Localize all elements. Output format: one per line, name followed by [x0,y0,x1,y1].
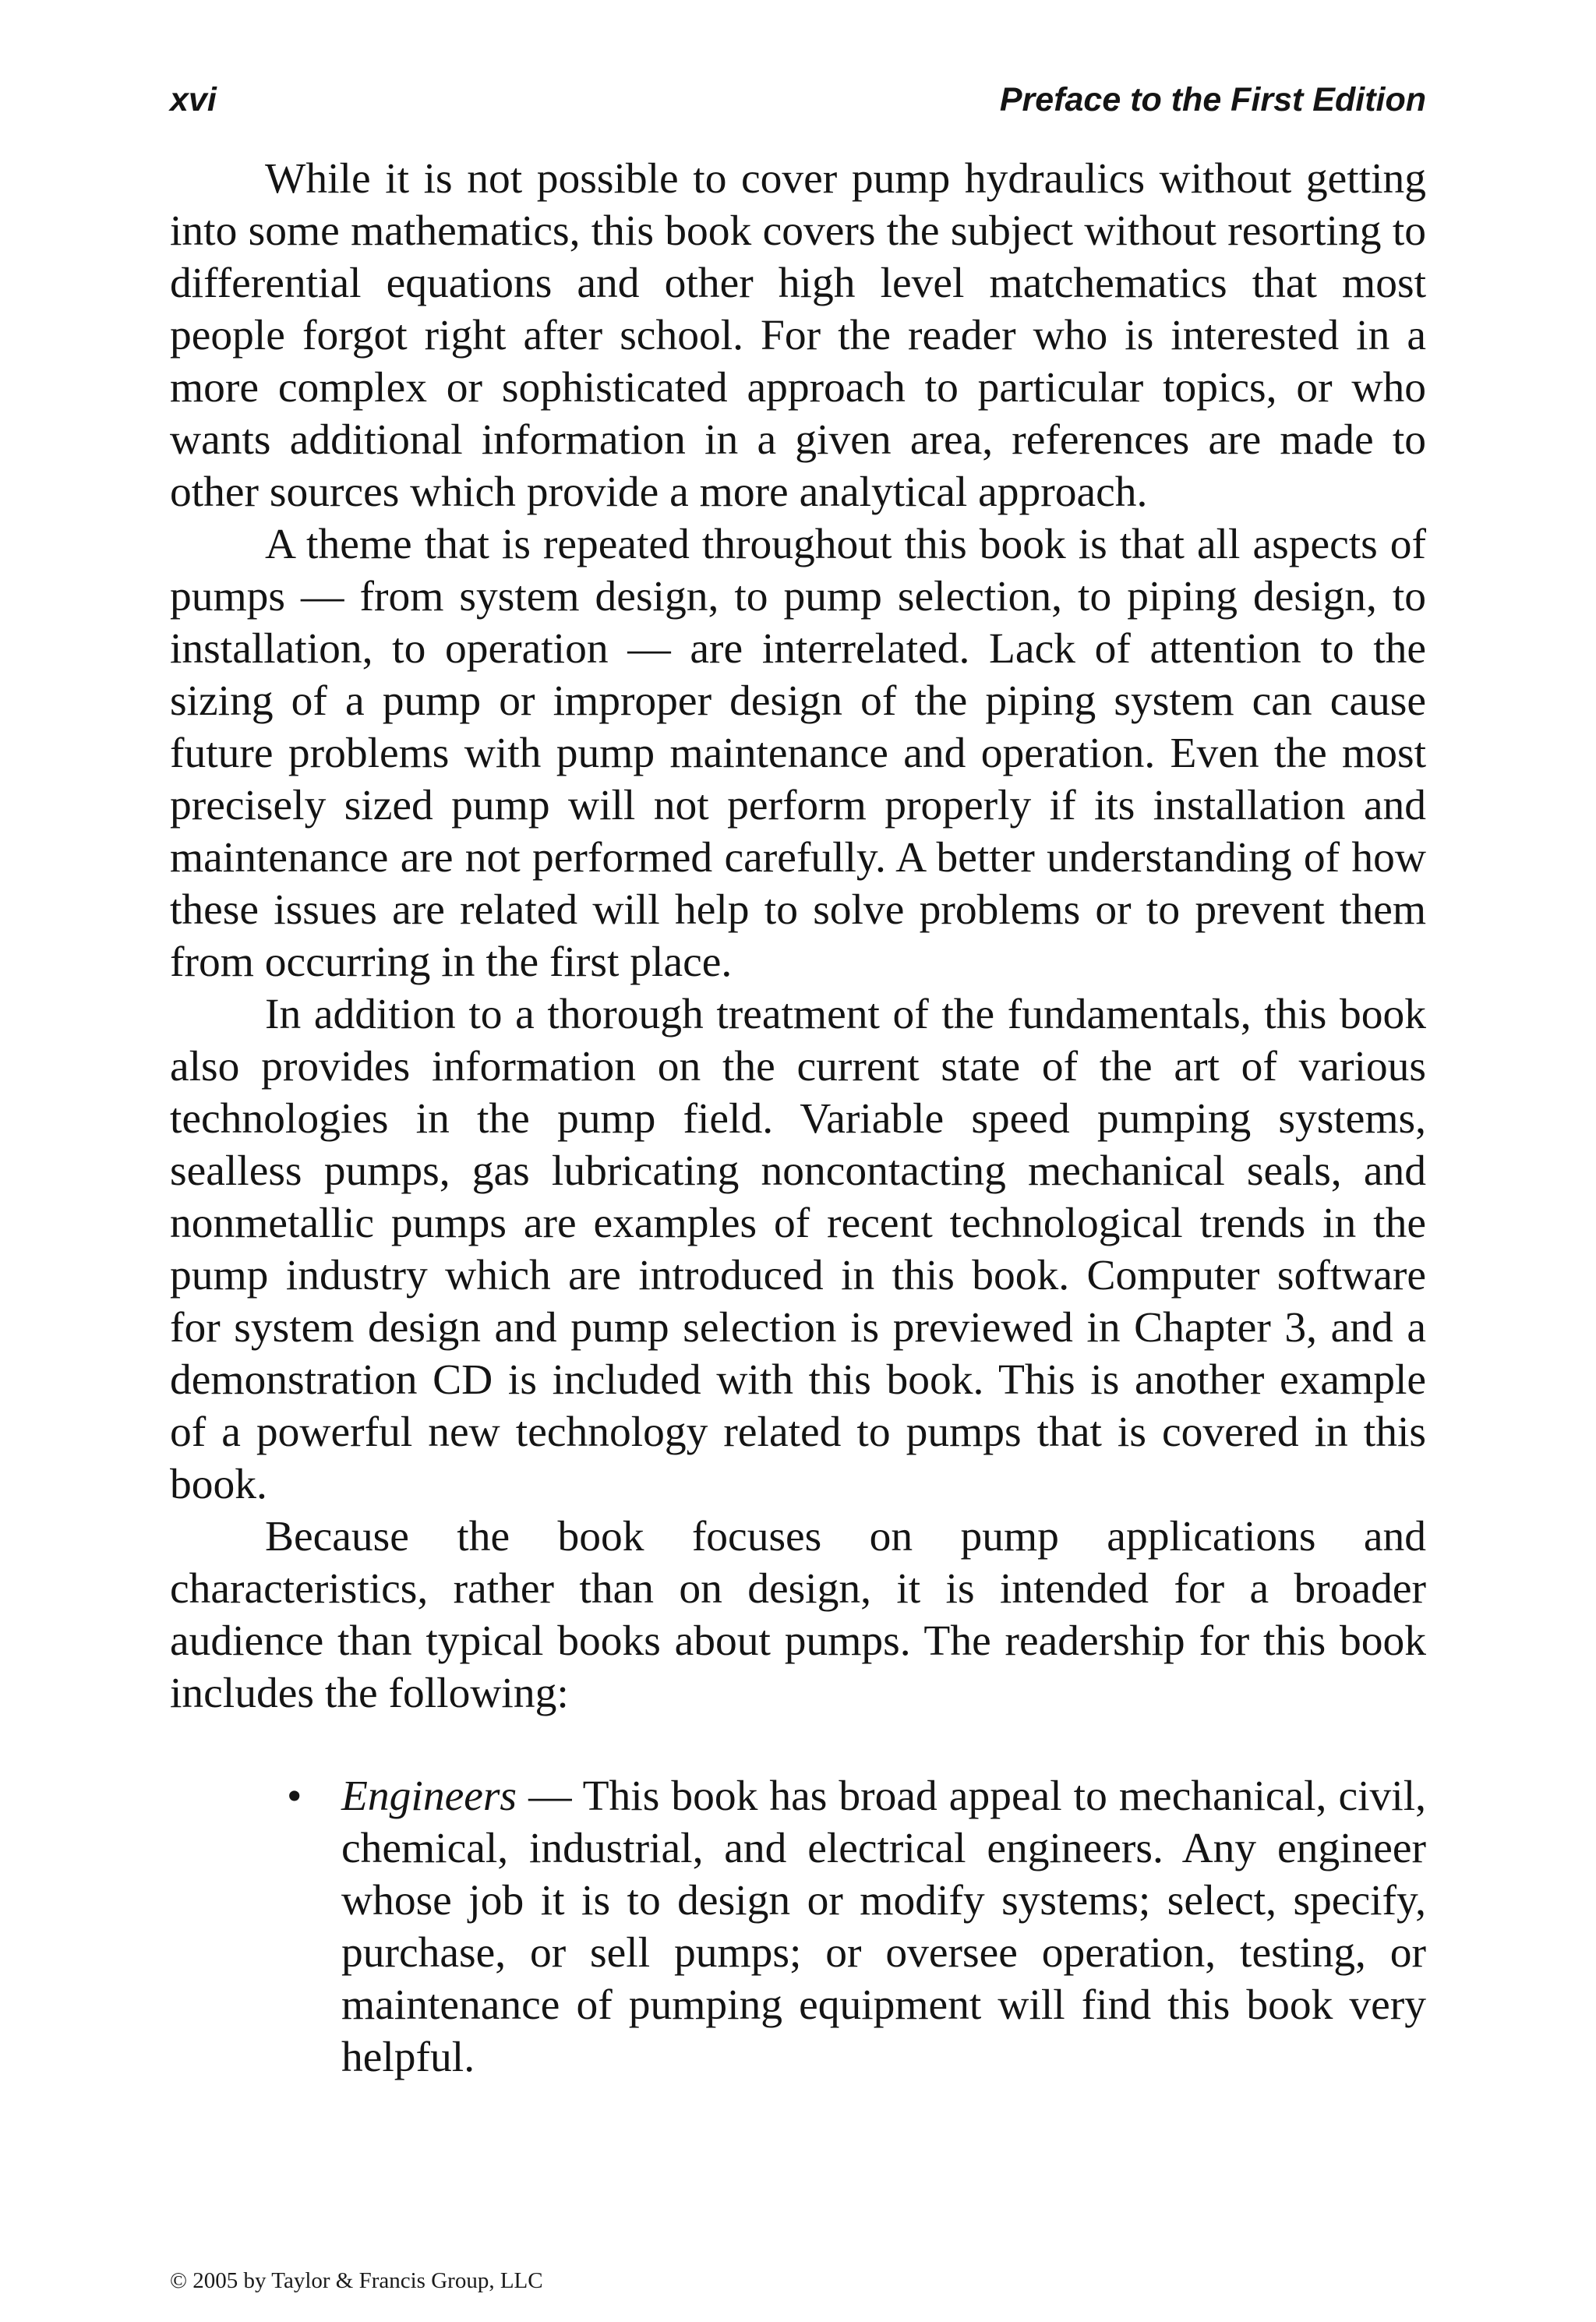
paragraph: While it is not possible to cover pump hydraulics without getting into some mathematics, this book covers the subject without resorting to differential equations and other high level matchematics that most people forgot right after school. For the reader who is interested in a more complex or sophisticated approach to particular topics, or who wants additional information in a given area, references are made to other sources which provide a more analytical approach. [170,155,1426,516]
body-text [170,153,1426,2083]
page-number: xvi [170,81,217,118]
bullet-icon: • [287,1772,302,1820]
bullet-text: — This book has broad appeal to mechanical, civil, chemical, industrial, and electrical engineers. Any engineer whose job it is to design or modify systems; select, specify, purchase, or sell pumps; or oversee operation, testing, or maintenance of pumping equipment will find this book very helpful. [341,1772,1426,2081]
readership-list [170,1770,1426,2083]
paragraph: A theme that is repeated throughout this book is that all aspects of pumps — from system design, to pump selection, to piping design, to installation, to operation — are interrelated. Lack of attention to the sizing of a pump or improper design of the piping system can cause future problems with pump maintenance and operation. Even the most precisely sized pump will not perform properly if its installation and maintenance are not performed carefully. A better understanding of how these issues are related will help to solve problems or to prevent them from occurring in the first place. [170,521,1426,986]
copyright-footer: © 2005 by Taylor & Francis Group, LLC [170,2268,543,2293]
paragraph: In addition to a thorough treatment of the fundamentals, this book also provides information on the current state of the art of various technologies in the pump field. Variable speed pumping systems, sealless pumps, gas lubricating noncontacting mechanical seals, and nonmetallic pumps are examples of recent technological trends in the pump industry which are introduced in this book. Computer software for system design and pump selection is previewed in Chapter 3, and a demonstration CD is included with this book. This is another example of a powerful new technology related to pumps that is covered in this book. [170,991,1426,1508]
running-head [170,76,1426,123]
running-title: Preface to the First Edition [999,81,1426,118]
list-item [287,1770,1426,2083]
paragraph: Because the book focuses on pump applications and characteristics, rather than on design, it is intended for a broader audience than typical books about pumps. The readership for this book includes the following: [170,1513,1426,1717]
bullet-term: Engineers [341,1772,517,1820]
